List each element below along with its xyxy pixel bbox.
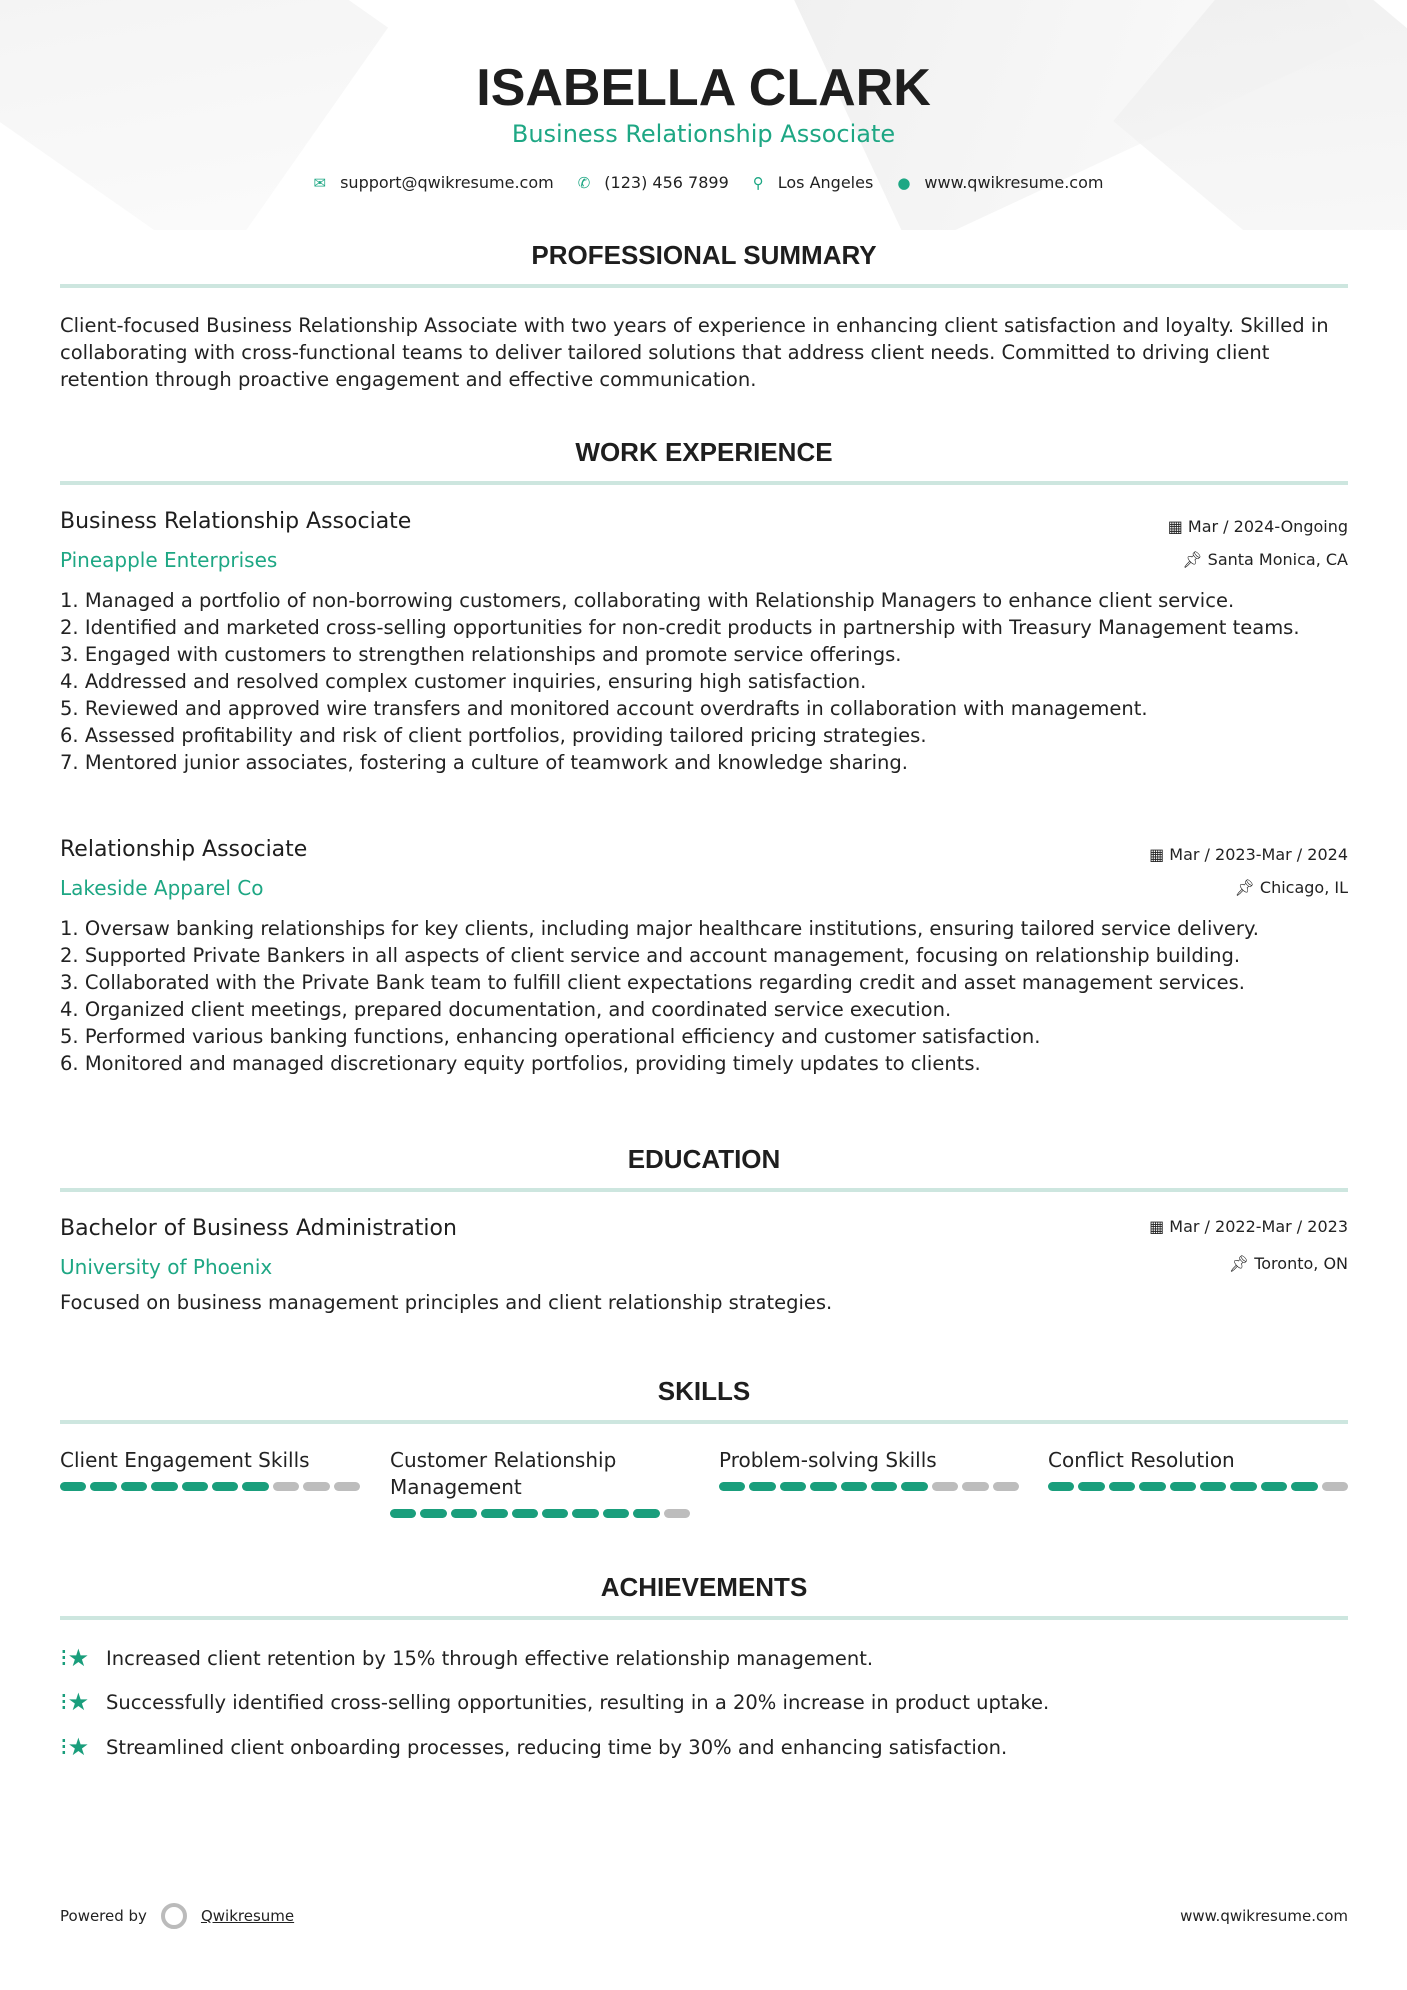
divider (60, 284, 1348, 288)
rating-dot-empty (1322, 1482, 1348, 1491)
rating-dot-filled (451, 1509, 477, 1518)
location: Los Angeles (777, 173, 874, 192)
rating-dot-empty (932, 1482, 958, 1491)
rating-dot-empty (273, 1482, 299, 1491)
rating-dot-filled (603, 1509, 629, 1518)
education-description: Focused on business management principles and client relationship strategies. (60, 1291, 833, 1314)
rating-dot-filled (481, 1509, 507, 1518)
divider (60, 1616, 1348, 1620)
envelope-icon: ✉ (313, 173, 327, 192)
job-bullets (60, 915, 1350, 1077)
job-dates: ▦ Mar / 2023-Mar / 2024 (1149, 845, 1348, 864)
candidate-name: ISABELLA CLARK (476, 59, 931, 117)
rating-dot-empty (664, 1509, 690, 1518)
rating-dot-filled (242, 1482, 268, 1491)
star-icon: ⁝★ (60, 1688, 90, 1716)
rating-dot-filled (633, 1509, 659, 1518)
rating-dot-filled (542, 1509, 568, 1518)
rating-dot-filled (182, 1482, 208, 1491)
rating-dot-filled (1291, 1482, 1317, 1491)
rating-dot-filled (420, 1509, 446, 1518)
rating-dot-filled (1170, 1482, 1196, 1491)
pin-icon: 📌︎ (1182, 550, 1208, 569)
education-dates: ▦ Mar / 2022-Mar / 2023 (1149, 1217, 1348, 1236)
list-item: Identified and marketed cross-selling opportunities for non-credit products in partnership with Treasury Management teams. (84, 616, 1300, 639)
brand-link[interactable]: Qwikresume (200, 1907, 295, 1925)
calendar-icon: ▦ (1149, 845, 1170, 864)
rating-dot-filled (512, 1509, 538, 1518)
rating-dot-filled (810, 1482, 836, 1491)
rating-dot-filled (390, 1509, 416, 1518)
job-company: Pineapple Enterprises (60, 548, 278, 572)
skill-name: Client Engagement Skills (60, 1448, 310, 1472)
rating-dot-filled (121, 1482, 147, 1491)
rating-dot-empty (962, 1482, 988, 1491)
skill (60, 1447, 360, 1491)
list-item: Oversaw banking relationships for key clients, including major healthcare institutions, ensuring tailored service delivery. (84, 917, 1259, 940)
rating-dot-filled (871, 1482, 897, 1491)
skill-name: Problem-solving Skills (719, 1448, 937, 1472)
list-item: Monitored and managed discretionary equity portfolios, providing timely updates to clients. (84, 1052, 981, 1075)
rating-dot-filled (1230, 1482, 1256, 1491)
section-heading-experience: WORK EXPERIENCE (575, 437, 833, 467)
job-dates: ▦ Mar / 2024-Ongoing (1167, 517, 1348, 536)
footer-website[interactable]: www.qwikresume.com (1180, 1907, 1348, 1925)
school: University of Phoenix (60, 1255, 273, 1279)
divider (60, 1188, 1348, 1192)
achievement-item: ⁝★ Streamlined client onboarding processes, reducing time by 30% and enhancing satisfaction. (60, 1733, 1008, 1761)
rating-dot-filled (1261, 1482, 1287, 1491)
rating-dot-empty (993, 1482, 1019, 1491)
degree: Bachelor of Business Administration (60, 1216, 457, 1241)
summary-text: Client-focused Business Relationship Associate with two years of experience in enhancing client satisfaction and loyalty. Skilled in collaborating with cross-functional teams to deliver tailored solutions that address client needs. Committed to driving client retention through proactive engagement and effective communication. (60, 314, 1329, 391)
job-location: 📌︎ Santa Monica, CA (1182, 550, 1348, 569)
rating-dot-filled (901, 1482, 927, 1491)
list-item: Performed various banking functions, enhancing operational efficiency and customer satisfaction. (84, 1025, 1041, 1048)
section-heading-achievements: ACHIEVEMENTS (600, 1572, 808, 1602)
job-location: 📌︎ Chicago, IL (1234, 878, 1348, 897)
rating-dot-empty (334, 1482, 360, 1491)
section-heading-skills: SKILLS (657, 1376, 751, 1406)
rating-dot-filled (749, 1482, 775, 1491)
achievement-item: ⁝★ Successfully identified cross-selling opportunities, resulting in a 20% increase in product uptake. (60, 1688, 1050, 1716)
footer-powered (60, 1903, 294, 1929)
rating-dot-filled (719, 1482, 745, 1491)
education-location: 📌︎ Toronto, ON (1228, 1254, 1348, 1273)
rating-dot-empty (303, 1482, 329, 1491)
section-heading-education: EDUCATION (627, 1144, 781, 1174)
list-item: Addressed and resolved complex customer inquiries, ensuring high satisfaction. (84, 670, 867, 693)
candidate-title: Business Relationship Associate (511, 120, 896, 148)
email[interactable]: support@qwikresume.com (340, 173, 554, 192)
map-pin-icon: ⚲ (752, 173, 764, 192)
rating-dot-filled (151, 1482, 177, 1491)
rating-dot-filled (1048, 1482, 1074, 1491)
calendar-icon: ▦ (1149, 1217, 1170, 1236)
job-bullets (60, 587, 1350, 776)
rating-dot-filled (780, 1482, 806, 1491)
rating-dot-filled (1078, 1482, 1104, 1491)
website[interactable]: www.qwikresume.com (924, 173, 1104, 192)
rating-dot-filled (90, 1482, 116, 1491)
rating-dot-filled (212, 1482, 238, 1491)
list-item: Engaged with customers to strengthen relationships and promote service offerings. (84, 643, 902, 666)
list-item: Mentored junior associates, fostering a culture of teamwork and knowledge sharing. (84, 751, 908, 774)
list-item: Supported Private Bankers in all aspects of client service and account management, focusing on relationship building. (84, 944, 1241, 967)
phone: (123) 456 7899 (604, 173, 729, 192)
skill-rating (60, 1482, 360, 1491)
rating-dot-filled (841, 1482, 867, 1491)
contact-bar (0, 173, 1407, 192)
list-item: Reviewed and approved wire transfers and monitored account overdrafts in collaboration with management. (84, 697, 1148, 720)
rating-dot-filled (1139, 1482, 1165, 1491)
list-item: Organized client meetings, prepared documentation, and coordinated service execution. (84, 998, 952, 1021)
rating-dot-filled (572, 1509, 598, 1518)
pin-icon: 📌︎ (1234, 878, 1260, 897)
list-item: Collaborated with the Private Bank team to fulfill client expectations regarding credit and asset management services. (84, 971, 1245, 994)
rating-dot-filled (1109, 1482, 1135, 1491)
achievement-item: ⁝★ Increased client retention by 15% through effective relationship management. (60, 1644, 874, 1672)
list-item: Assessed profitability and risk of client portfolios, providing tailored pricing strategies. (84, 724, 927, 747)
divider (60, 1420, 1348, 1424)
skill-rating (1048, 1482, 1348, 1491)
calendar-icon: ▦ (1167, 517, 1188, 536)
rating-dot-filled (60, 1482, 86, 1491)
phone-icon: ✆ (577, 173, 591, 192)
star-icon: ⁝★ (60, 1644, 90, 1672)
skill-rating (719, 1482, 1019, 1491)
qwikresume-logo-icon (161, 1903, 187, 1929)
skill (1048, 1447, 1348, 1491)
job-company: Lakeside Apparel Co (60, 876, 264, 900)
list-item: Managed a portfolio of non-borrowing customers, collaborating with Relationship Managers to enhance client service. (84, 589, 1235, 612)
divider (60, 481, 1348, 485)
skill-rating (390, 1509, 690, 1518)
star-icon: ⁝★ (60, 1733, 90, 1761)
powered-by-label: Powered by (60, 1907, 147, 1925)
job-title: Business Relationship Associate (60, 509, 412, 534)
skill-name: Conflict Resolution (1048, 1448, 1235, 1472)
pin-icon: 📌︎ (1228, 1254, 1255, 1273)
job-title: Relationship Associate (60, 837, 308, 862)
skill-name: Customer Relationship Management (390, 1448, 617, 1499)
section-heading-summary: PROFESSIONAL SUMMARY (531, 240, 877, 270)
globe-icon: ● (897, 173, 911, 192)
skill (390, 1447, 690, 1518)
rating-dot-filled (1200, 1482, 1226, 1491)
skill (719, 1447, 1019, 1491)
